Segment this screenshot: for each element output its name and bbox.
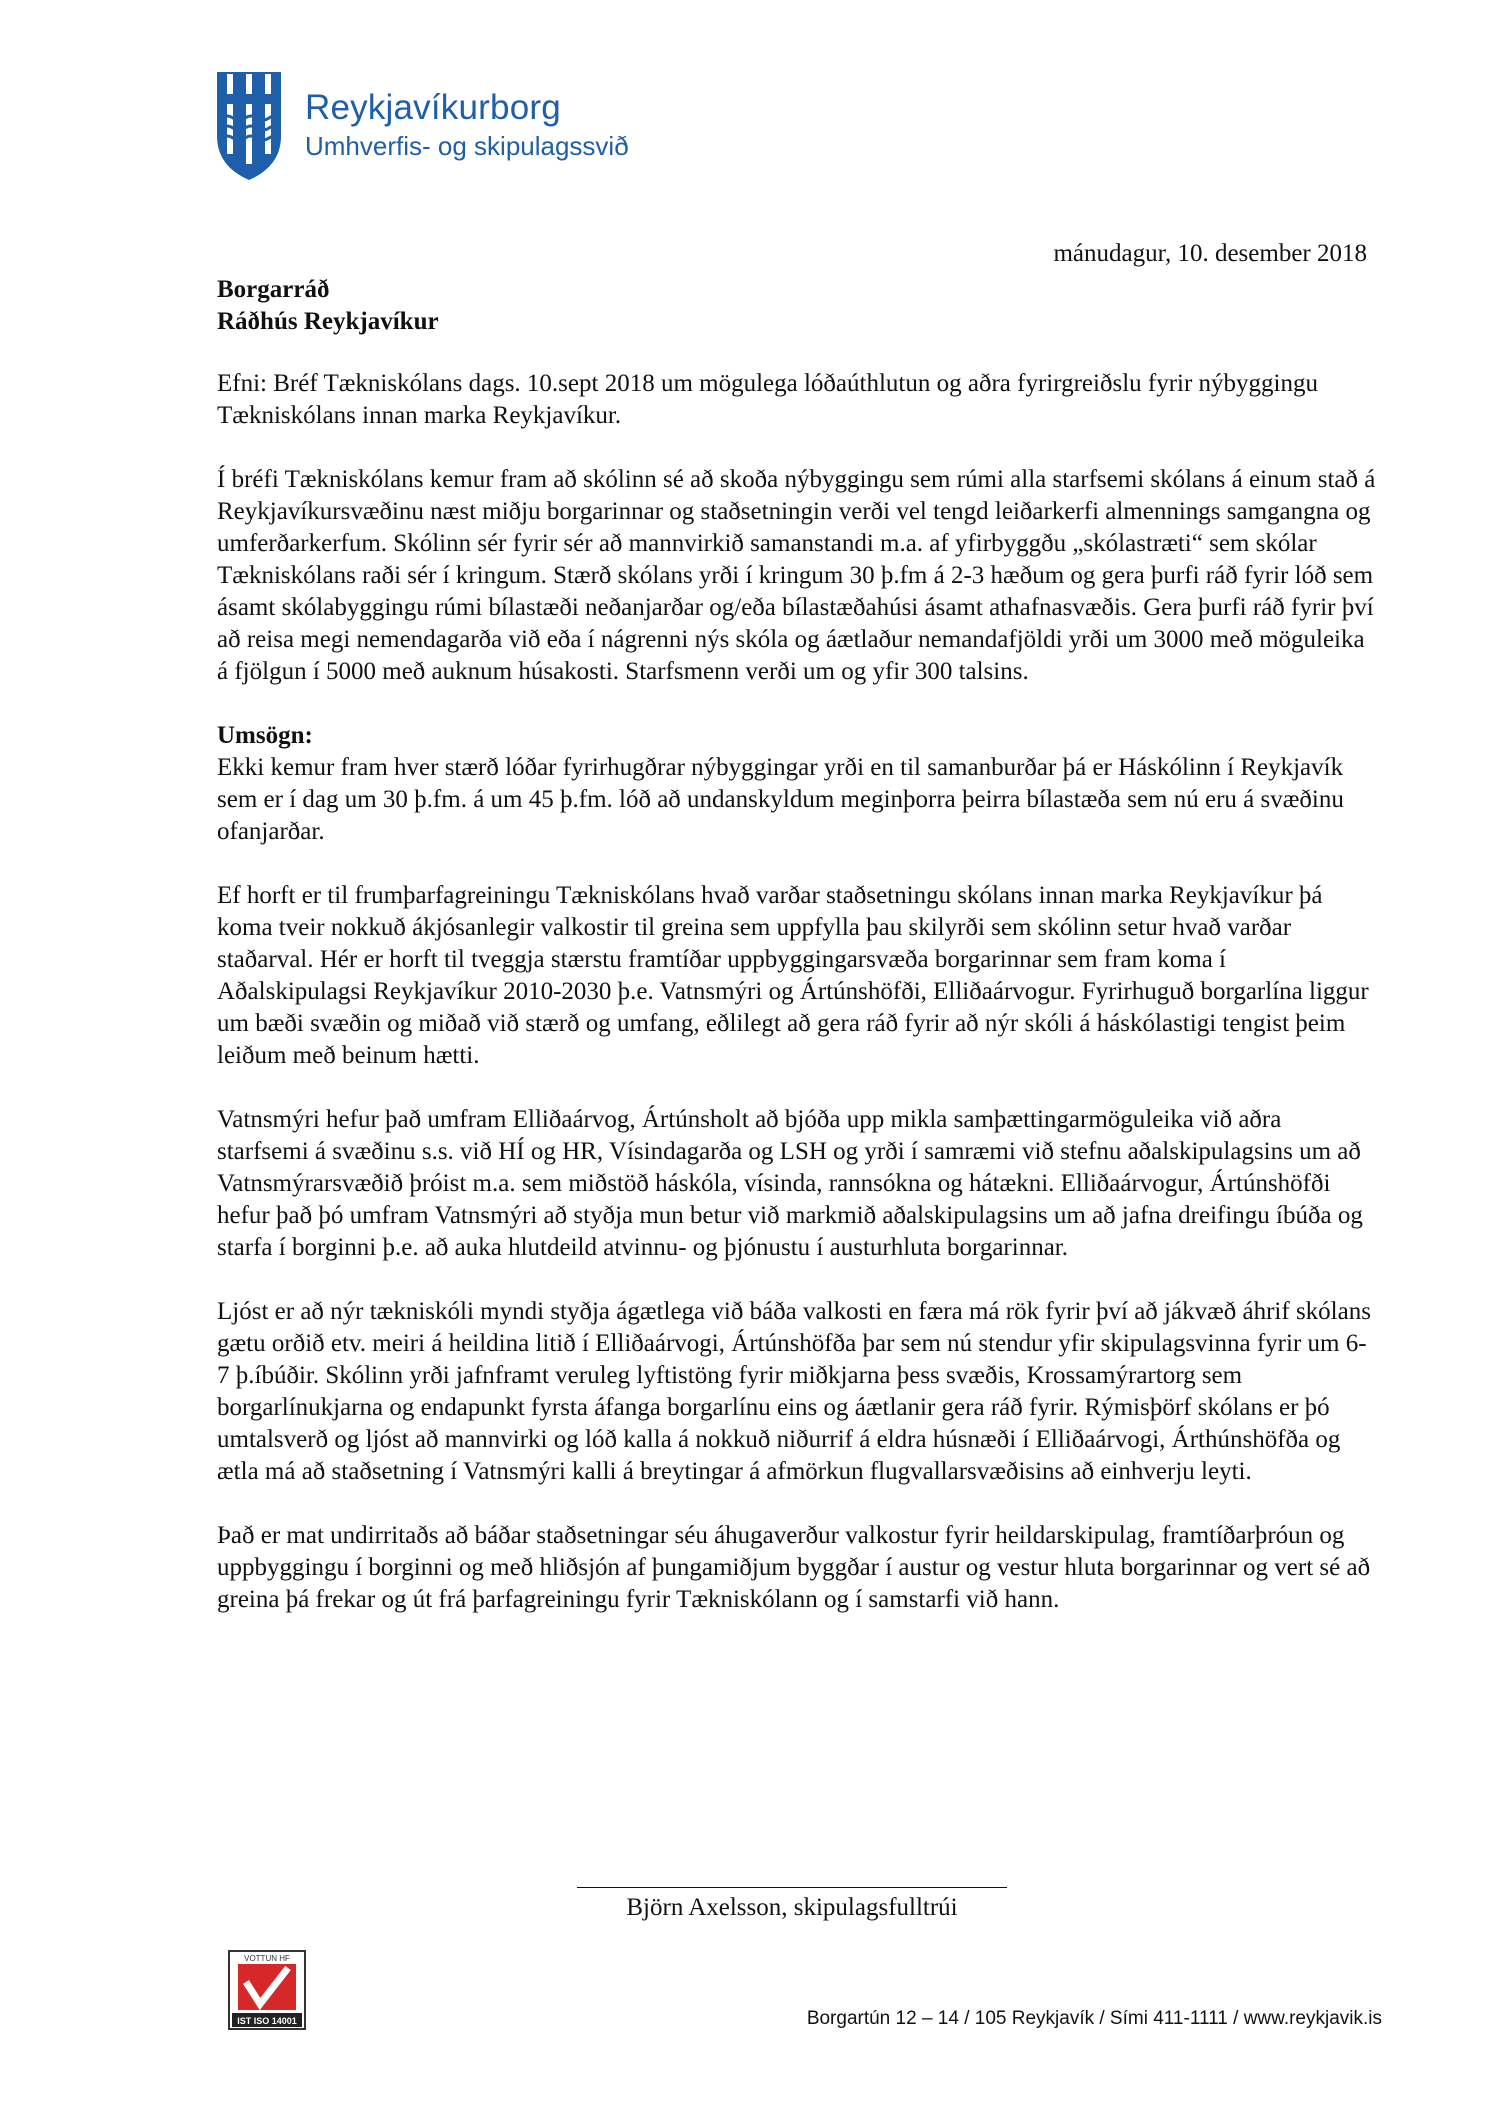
subject-line: Efni: Bréf Tækniskólans dags. 10.sept 2018 um mögulega lóðaúthlutun og aðra fyrirgreiðslu fyrir nýbyggingu Tækniskólans innan marka Reykjavíkur. bbox=[217, 370, 1319, 429]
footer-address: Borgartún 12 – 14 / 105 Reykjavík / Sími 411-1111 / www.reykjavik.is bbox=[806, 2008, 1382, 2029]
org-name: Reykjavíkurborg bbox=[305, 88, 561, 127]
paragraph-5: Ljóst er að nýr tækniskóli myndi styðja ágætlega við báða valkosti en færa má rök fyrir því að jákvæð áhrif skólans gætu orðið etv. meiri á heildina litið í Elliðaárvogi, Ártúnshöfða þar sem nú stendur yfir skipulagsvinna fyrir um 6-7 þ.íbúðir. Skólinn yrði jafnframt veruleg lyftistöng fyrir miðkjarna þess svæðis, Krossamýrartorg sem borgarlínukjarna og endapunkt fyrsta áfanga borgarlínu eins og áætlanir gera ráð fyrir. Rýmisþörf skólans er þó umtalsverð og ljóst að mannvirki og lóð kalla á nokkuð niðurrif á eldra húsnæði í Elliðaárvogi, Árthúnshöfða og ætla má að staðsetning í Vatnsmýri kalli á breytingar á afmörkun flugvallarsvæðisins að einhverju leyti. bbox=[217, 1298, 1371, 1485]
letter-date: mánudagur, 10. desember 2018 bbox=[1053, 240, 1367, 267]
signatory-name: Björn Axelsson, skipulagsfulltrúi bbox=[626, 1894, 958, 1921]
iso-certification-icon bbox=[228, 1950, 306, 2030]
recipient-line-1: Borgarráð bbox=[217, 276, 330, 303]
signature-line bbox=[577, 1887, 1007, 1888]
org-logo bbox=[215, 70, 629, 182]
cert-bottom-text: IST ISO 14001 bbox=[237, 2016, 297, 2026]
review-heading: Umsögn: bbox=[217, 722, 313, 749]
paragraph-3: Ef horft er til frumþarfagreiningu Tækniskólans hvað varðar staðsetningu skólans innan marka Reykjavíkur þá koma tveir nokkuð ákjósanlegir valkostir til greina sem uppfylla þau skilyrði sem skólinn setur hvað varðar staðarval. Hér er horft til tveggja stærstu framtíðar uppbyggingarsvæða borgarinnar sem fram koma í Aðalskipulagsi Reykjavíkur 2010-2030 þ.e. Vatnsmýri og Ártúnshöfði, Elliðaárvogur. Fyrirhuguð borgarlína liggur um bæði svæðin og miðað við stærð og umfang, eðlilegt að gera ráð fyrir að nýr skóli á háskólastigi tengist þeim leiðum með beinum hætti. bbox=[217, 882, 1369, 1069]
paragraph-2 bbox=[217, 720, 1377, 848]
paragraph-6: Það er mat undirritaðs að báðar staðsetningar séu áhugaverður valkostur fyrir heildarskipulag, framtíðarþróun og uppbyggingu í borginni og með hliðsjón af þungamiðjum byggðar í austur og vestur hluta borgarinnar og vert sé að greina þá frekar og út frá þarfagreiningu fyrir Tækniskólann og í samstarfi við hann. bbox=[217, 1522, 1371, 1613]
recipient-block bbox=[217, 274, 1377, 338]
letter-body bbox=[217, 368, 1377, 1648]
paragraph-4: Vatnsmýri hefur það umfram Elliðaárvog, Ártúnsholt að bjóða upp mikla samþættingarmöguleika við aðra starfsemi á svæðinu s.s. við HÍ og HR, Vísindagarða og LSH og yrði í samræmi við stefnu aðalskipulagsins um að Vatnsmýrarsvæðið þróist m.a. sem miðstöð háskóla, vísinda, rannsókna og hátækni. Elliðaárvogur, Ártúnshöfði hefur það þó umfram Vatnsmýri að styðja mun betur við markmið aðalskipulagsins um að jafna dreifingu íbúða og starfa í borginni þ.e. að auka hlutdeild atvinnu- og þjónustu í austurhluta borgarinnar. bbox=[217, 1106, 1363, 1261]
recipient-line-2: Ráðhús Reykjavíkur bbox=[217, 308, 439, 335]
signature-block bbox=[573, 1887, 1011, 1922]
cert-top-text: VOTTUN HF bbox=[244, 1954, 290, 1963]
department-name: Umhverfis- og skipulagssvið bbox=[305, 131, 629, 161]
paragraph-1: Í bréfi Tækniskólans kemur fram að skólinn sé að skoða nýbyggingu sem rúmi alla starfsemi skólans á einum stað á Reykjavíkursvæðinu næst miðju borgarinnar og staðsetningin verði vel tengd leiðarkerfi almennings samgangna og umferðarkerfum. Skólinn sér fyrir sér að mannvirkið samanstandi m.a. af yfirbyggðu „skólastræti“ sem skólar Tækniskólans raði sér í kringum. Stærð skólans yrði í kringum 30 þ.fm á 2-3 hæðum og gera þurfi ráð fyrir lóð sem ásamt skólabyggingu rúmi bílastæði neðanjarðar og/eða bílastæðahúsi ásamt athafnasvæðis. Gera þurfi ráð fyrir því að reisa megi nemendagarða við eða í nágrenni nýs skóla og áætlaður nemandafjöldi yrði um 3000 með möguleika á fjölgun í 5000 með auknum húsakosti. Starfsmenn verði um og yfir 300 talsins. bbox=[217, 466, 1376, 685]
reykjavik-shield-icon bbox=[215, 70, 283, 182]
paragraph-2-text: Ekki kemur fram hver stærð lóðar fyrirhugðrar nýbyggingar yrði en til samanburðar þá er Háskólinn í Reykjavík sem er í dag um 30 þ.fm. á um 45 þ.fm. lóð að undanskyldum meginþorra þeirra bílastæða sem nú eru á svæðinu ofanjarðar. bbox=[217, 754, 1344, 845]
